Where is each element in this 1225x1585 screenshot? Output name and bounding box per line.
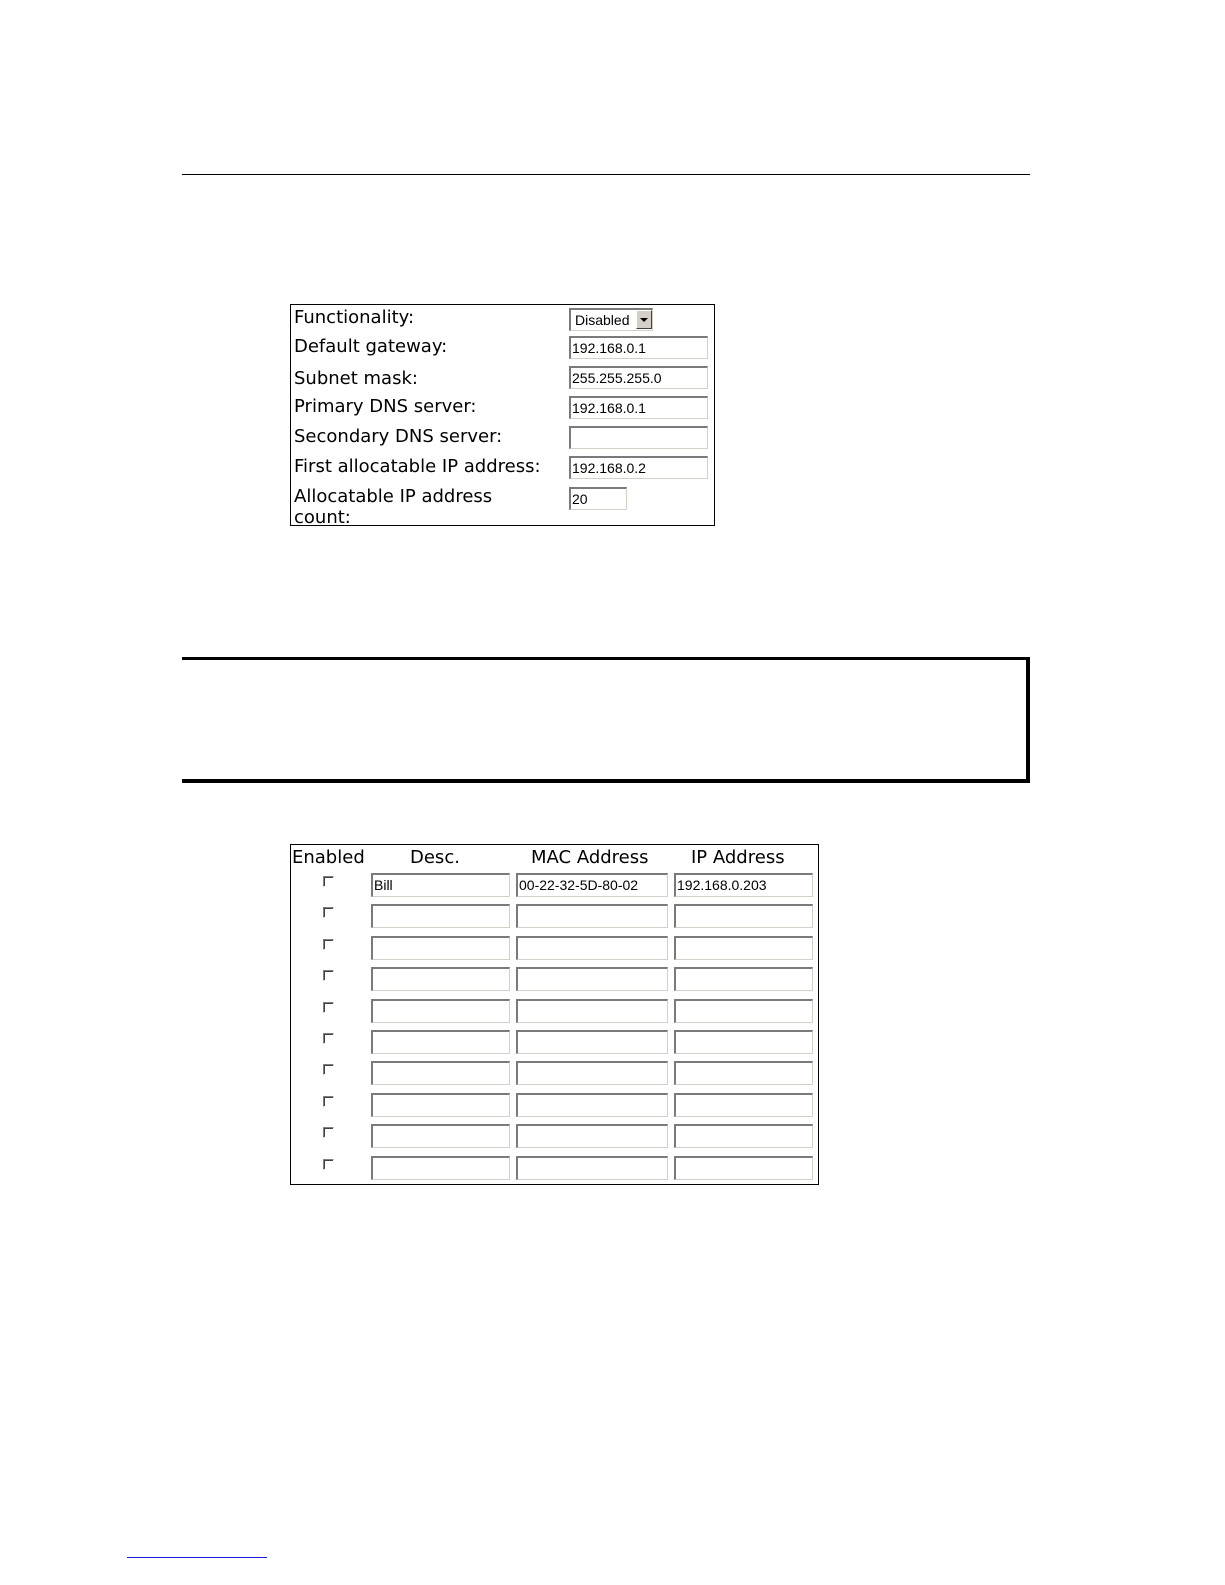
header-ip: IP Address — [691, 847, 785, 868]
desc-input[interactable] — [371, 936, 510, 960]
desc-input[interactable] — [371, 1093, 510, 1117]
checkbox-icon[interactable] — [323, 970, 334, 981]
table-row — [291, 1156, 818, 1187]
dhcp-settings-panel — [290, 304, 715, 526]
header-enabled: Enabled — [292, 847, 365, 868]
secondary-dns-label: Secondary DNS server: — [294, 426, 503, 447]
table-row — [291, 999, 818, 1030]
first-ip-label: First allocatable IP address: — [294, 456, 541, 477]
ip-input[interactable] — [674, 1124, 813, 1148]
primary-dns-input[interactable]: 192.168.0.1 — [569, 396, 708, 419]
checkbox-icon[interactable] — [323, 1159, 334, 1170]
count-label: Allocatable IP address count: — [294, 486, 493, 528]
mac-input[interactable] — [516, 999, 668, 1023]
ip-input[interactable] — [674, 904, 813, 928]
ip-input[interactable] — [674, 1030, 813, 1054]
subnet-label: Subnet mask: — [294, 368, 418, 389]
chevron-down-icon[interactable] — [636, 310, 652, 329]
ip-input[interactable] — [674, 967, 813, 991]
checkbox-icon[interactable] — [323, 1127, 334, 1138]
table-row — [291, 936, 818, 967]
functionality-select[interactable] — [569, 308, 653, 331]
desc-input[interactable] — [371, 1030, 510, 1054]
checkbox-icon[interactable] — [323, 1096, 334, 1107]
secondary-dns-input[interactable] — [569, 426, 708, 449]
checkbox-icon[interactable] — [323, 1002, 334, 1013]
mac-input[interactable]: 00-22-32-5D-80-02 — [516, 873, 668, 897]
desc-input[interactable]: Bill — [371, 873, 510, 897]
count-input[interactable]: 20 — [569, 487, 627, 510]
table-row — [291, 967, 818, 998]
mac-input[interactable] — [516, 1061, 668, 1085]
mac-input[interactable] — [516, 1093, 668, 1117]
mac-input[interactable] — [516, 1030, 668, 1054]
ip-input[interactable] — [674, 1061, 813, 1085]
table-row — [291, 1124, 818, 1155]
mac-input[interactable] — [516, 1124, 668, 1148]
header-mac: MAC Address — [531, 847, 649, 868]
checkbox-icon[interactable] — [323, 1033, 334, 1044]
static-lease-table — [290, 844, 819, 1185]
desc-input[interactable] — [371, 1124, 510, 1148]
mac-input[interactable] — [516, 967, 668, 991]
ip-input[interactable]: 192.168.0.203 — [674, 873, 813, 897]
functionality-label: Functionality: — [294, 307, 415, 328]
ip-input[interactable] — [674, 936, 813, 960]
checkbox-icon[interactable] — [323, 1064, 334, 1075]
functionality-value: Disabled — [575, 312, 630, 328]
desc-input[interactable] — [371, 1156, 510, 1180]
table-row — [291, 1061, 818, 1092]
checkbox-icon[interactable] — [323, 876, 334, 887]
mac-input[interactable] — [516, 1156, 668, 1180]
ip-input[interactable] — [674, 1156, 813, 1180]
ip-input[interactable] — [674, 1093, 813, 1117]
desc-input[interactable] — [371, 999, 510, 1023]
checkbox-icon[interactable] — [323, 939, 334, 950]
table-row — [291, 904, 818, 935]
note-box — [182, 657, 1030, 783]
desc-input[interactable] — [371, 1061, 510, 1085]
table-row — [291, 1093, 818, 1124]
gateway-input[interactable]: 192.168.0.1 — [569, 336, 708, 359]
header-rule — [182, 174, 1030, 175]
desc-input[interactable] — [371, 904, 510, 928]
footnote-rule — [127, 1557, 267, 1558]
mac-input[interactable] — [516, 904, 668, 928]
ip-input[interactable] — [674, 999, 813, 1023]
first-ip-input[interactable]: 192.168.0.2 — [569, 456, 708, 479]
table-row — [291, 1030, 818, 1061]
checkbox-icon[interactable] — [323, 907, 334, 918]
header-desc: Desc. — [410, 847, 460, 868]
desc-input[interactable] — [371, 967, 510, 991]
primary-dns-label: Primary DNS server: — [294, 396, 477, 417]
gateway-label: Default gateway: — [294, 336, 448, 357]
subnet-input[interactable]: 255.255.255.0 — [569, 366, 708, 389]
table-row — [291, 873, 818, 904]
mac-input[interactable] — [516, 936, 668, 960]
